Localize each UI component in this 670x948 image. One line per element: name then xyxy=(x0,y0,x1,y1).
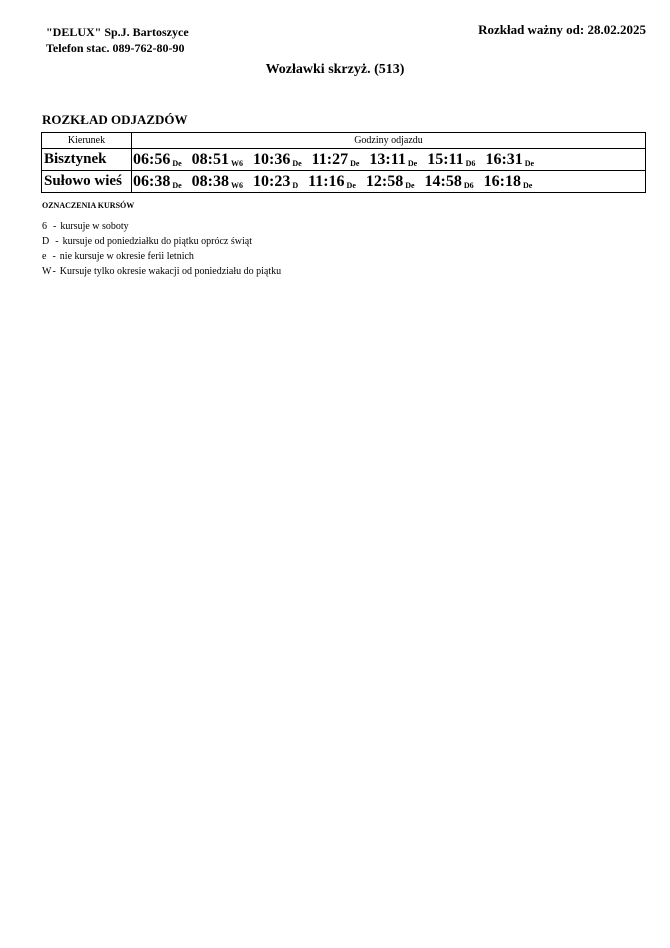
time-value: 16:31 xyxy=(485,150,523,168)
legend-code: e xyxy=(42,251,47,262)
course-code: W6 xyxy=(230,158,243,168)
course-code: De xyxy=(346,180,356,190)
departure-time xyxy=(192,173,243,191)
departure-time xyxy=(485,151,534,169)
legend-text: kursuje od poniedziałku do piątku oprócz świąt xyxy=(62,236,252,247)
stop-title: Wozławki skrzyż. (513) xyxy=(265,62,405,77)
departure-time xyxy=(366,173,415,191)
departure-time xyxy=(253,151,302,169)
departure-time xyxy=(484,173,533,191)
course-code: D xyxy=(292,180,299,190)
time-value: 11:16 xyxy=(308,172,345,190)
legend-code: 6 xyxy=(42,221,47,232)
departure-time xyxy=(133,173,182,191)
column-header-direction: Kierunek xyxy=(42,133,132,149)
timetable xyxy=(41,132,646,193)
legend-code: W xyxy=(42,266,52,277)
legend-item: D - kursuje od poniedziałku do piątku oprócz świąt xyxy=(42,236,252,247)
departure-time xyxy=(133,151,182,169)
departure-times-cell xyxy=(132,149,646,171)
time-value: 15:11 xyxy=(427,150,464,168)
departure-time xyxy=(369,151,417,169)
time-value: 10:36 xyxy=(252,150,291,168)
time-value: 06:38 xyxy=(133,172,171,190)
time-value: 10:23 xyxy=(252,172,291,190)
time-value: 13:11 xyxy=(369,150,406,168)
column-header-times: Godziny odjazdu xyxy=(132,133,646,149)
course-code: De xyxy=(172,180,182,190)
course-code: D6 xyxy=(465,158,476,168)
legend-list xyxy=(42,219,281,279)
course-code: De xyxy=(524,158,535,168)
course-code: De xyxy=(407,158,418,168)
time-value: 06:56 xyxy=(133,150,171,168)
departure-time xyxy=(427,151,475,169)
course-code: De xyxy=(522,180,533,190)
time-value: 12:58 xyxy=(365,172,404,190)
legend-item: e - nie kursuje w okresie ferii letnich xyxy=(42,251,194,262)
legend-item: 6 - kursuje w soboty xyxy=(42,221,129,232)
timetable-row xyxy=(42,171,646,193)
departure-time xyxy=(425,173,474,191)
section-title: ROZKŁAD ODJAZDÓW xyxy=(42,112,188,127)
time-value: 08:51 xyxy=(191,150,229,168)
time-value: 16:18 xyxy=(483,172,521,190)
legend-item: W- Kursuje tylko okresie wakacji od poniedziału do piątku xyxy=(42,266,282,277)
time-value: 11:27 xyxy=(311,150,349,168)
departure-time xyxy=(253,173,298,191)
company-phone: Telefon stac. 089-762-80-90 xyxy=(46,41,185,55)
legend-code: D xyxy=(42,236,50,247)
company-info xyxy=(46,24,189,56)
course-code: De xyxy=(292,158,302,168)
departure-time xyxy=(308,173,356,191)
departure-time xyxy=(192,151,243,169)
legend-text: kursuje w soboty xyxy=(60,221,129,232)
valid-from-date: Rozkład ważny od: 28.02.2025 xyxy=(478,22,646,37)
course-code: D6 xyxy=(463,180,474,190)
direction-cell: Bisztynek xyxy=(42,149,132,171)
departure-times-cell xyxy=(132,171,646,193)
legend-title: OZNACZENIA KURSÓW xyxy=(42,201,135,210)
course-code: De xyxy=(405,180,415,190)
legend-text: Kursuje tylko okresie wakacji od poniedziału do piątku xyxy=(59,266,282,277)
legend-text: nie kursuje w okresie ferii letnich xyxy=(59,251,194,262)
direction-cell: Sułowo wieś xyxy=(42,171,132,193)
timetable-header-row xyxy=(42,133,646,149)
departure-time xyxy=(312,151,360,169)
course-code: De xyxy=(350,158,360,168)
time-value: 14:58 xyxy=(424,172,462,190)
course-code: De xyxy=(172,158,182,168)
company-name: "DELUX" Sp.J. Bartoszyce xyxy=(46,25,189,39)
time-value: 08:38 xyxy=(191,172,229,190)
timetable-row xyxy=(42,149,646,171)
course-code: W6 xyxy=(230,180,243,190)
